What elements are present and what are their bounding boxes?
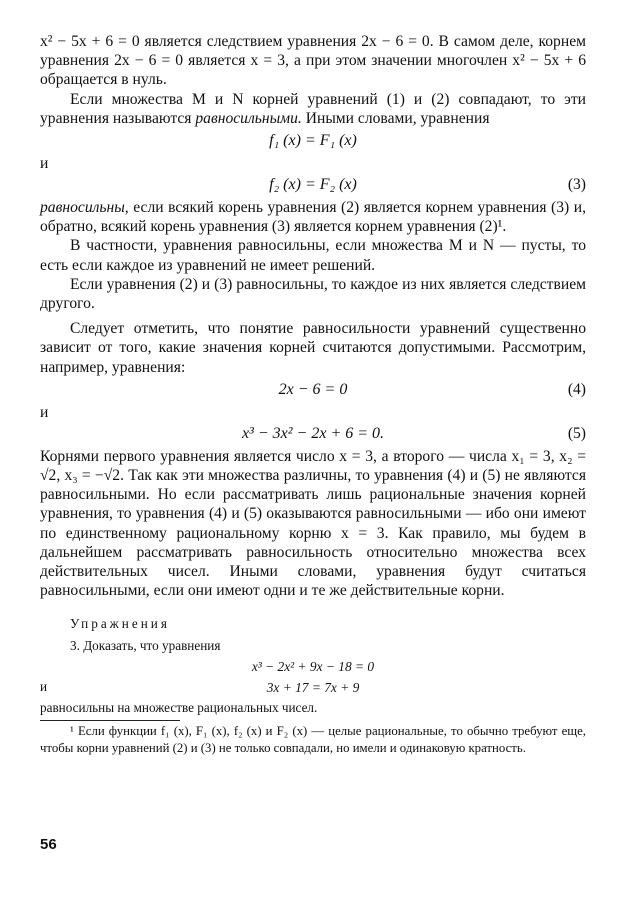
term-ravnosilny: равносильны,: [40, 199, 129, 217]
equation-f2-text: f₂ (x) = F₂ (x): [269, 176, 357, 194]
paragraph-2-text-a: Если множества M и N корней уравнений (1) и (2) совпадают, то эти уравнения называются: [40, 90, 586, 127]
paragraph-1: x² − 5x + 6 = 0 является следствием уравнения 2x − 6 = 0. В самом деле, корнем уравнения 2x − 6 = 0 является x = 3, а при этом значении многочлен x² − 5x + 6 обращается в нуль.: [40, 33, 586, 89]
exercise-3: 3. Доказать, что уравнения: [70, 638, 221, 654]
conjunction-and-1: и: [40, 155, 49, 173]
page-number: 56: [40, 836, 57, 853]
equation-5-number: (5): [567, 424, 586, 442]
equation-5: [40, 421, 586, 447]
equation-f2: [40, 172, 586, 198]
exercise-equation-2-row: [40, 677, 586, 699]
term-ravnosilnymi: равносильными.: [195, 109, 302, 127]
footnote-rule: [40, 720, 180, 721]
paragraph-6: Следует отметить, что понятие равносильности уравнений существенно зависит от того, какие значения корней считаются допустимыми. Рассмотрим, например, уравнения:: [40, 320, 586, 376]
paragraph-7: Корнями первого уравнения является число x = 3, а второго — числа x₁ = 3, x₂ = √2, x₃ = −√2. Так как эти множества различны, то уравнения (4) и (5) не являются равносильными. Но если рассматривать лишь рациональные значения корней уравнения, то уравнения (4) и (5) оказываются равносильными — ибо они имеют по единственному рациональному корню x = 3. Как правило, мы будем в дальнейшем рассматривать равносильность относительно множества всех действительных чисел. Иными словами, уравнения будут считаться равносильными, если они имеют одни и те же действительные корни.: [40, 447, 586, 600]
paragraph-5: Если уравнения (2) и (3) равносильны, то каждое из них является следствием другого.: [40, 275, 586, 313]
exercises-heading: Упражнения: [70, 616, 170, 632]
paragraph-3-text: если всякий корень уравнения (2) является корнем уравнения (3) и, обратно, всякий корень уравнения (3) является корнем уравнения (2)¹.: [40, 199, 586, 236]
exercise-equation-1: x³ − 2x² + 9x − 18 = 0: [251, 659, 375, 675]
page-body: [40, 32, 586, 756]
conjunction-and-3: и: [40, 679, 48, 695]
equation-4: [40, 377, 586, 403]
exercise-equation-2: 3x + 17 = 7x + 9: [266, 680, 360, 696]
paragraph-2: [40, 90, 586, 128]
footnote: ¹ Если функции f₁ (x), F₁ (x), f₂ (x) и F₂ (x) — целые рациональные, то обычно требуют еще, чтобы корни уравнений (2) и (3) не только совпадали, но имели и одинаковую кратность.: [40, 724, 586, 755]
paragraph-4: В частности, уравнения равносильны, если множества M и N — пусты, то есть если каждое из уравнений не имеет решений.: [40, 237, 586, 274]
conjunction-and-2: и: [40, 403, 49, 421]
equation-4-number: (4): [567, 380, 586, 398]
equation-f1: [40, 128, 586, 154]
exercise-tail: равносильны на множестве рациональных чисел.: [40, 700, 318, 716]
equation-5-text: x³ − 3x² − 2x + 6 = 0.: [241, 424, 385, 442]
equation-4-text: 2x − 6 = 0: [278, 380, 348, 398]
paragraph-2-text-b: Иными словами, уравнения: [301, 109, 490, 127]
paragraph-3: [40, 198, 586, 236]
equation-f1-text: f₁ (x) = F₁ (x): [269, 132, 357, 150]
equation-f2-number: (3): [567, 176, 586, 194]
